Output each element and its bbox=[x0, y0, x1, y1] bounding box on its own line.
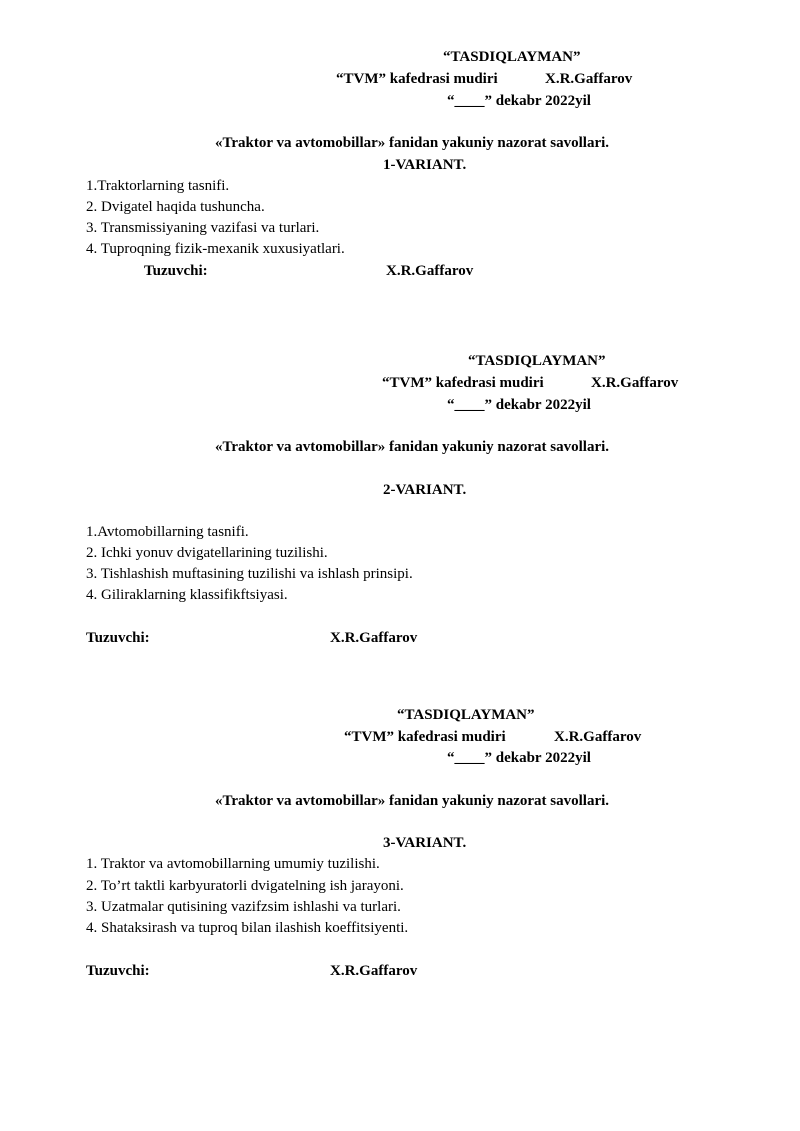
department-head-name: X.R.Gaffarov bbox=[591, 375, 679, 391]
author-label: Tuzuvchi: bbox=[86, 630, 150, 646]
approval-heading: “TASDIQLAYMAN” bbox=[468, 353, 606, 369]
question-item: 4. Giliraklarning klassifikftsiyasi. bbox=[86, 587, 288, 603]
question-item: 3. Tishlashish muftasining tuzilishi va ishlash prinsipi. bbox=[86, 566, 413, 582]
approval-date: “____” dekabr 2022yil bbox=[447, 397, 591, 413]
question-item: 1.Traktorlarning tasnifi. bbox=[86, 178, 230, 194]
department-head-name: X.R.Gaffarov bbox=[554, 729, 642, 745]
question-item: 4. Shataksirash va tuproq bilan ilashish koeffitsiyenti. bbox=[86, 920, 409, 936]
variant-number: 1-VARIANT. bbox=[383, 157, 467, 173]
author-label: Tuzuvchi: bbox=[86, 963, 150, 979]
variant-number: 2-VARIANT. bbox=[383, 482, 467, 498]
question-item: 4. Tuproqning fizik-mexanik xuxusiyatlari. bbox=[86, 241, 345, 257]
author-label: Tuzuvchi: bbox=[144, 263, 208, 279]
question-item: 2. Dvigatel haqida tushuncha. bbox=[86, 199, 265, 215]
question-item: 3. Uzatmalar qutisining vazifzsim ishlashi va turlari. bbox=[86, 899, 401, 915]
approval-heading: “TASDIQLAYMAN” bbox=[443, 49, 581, 65]
exam-title: «Traktor va avtomobillar» fanidan yakuniy nazorat savollari. bbox=[215, 439, 610, 455]
author-name: X.R.Gaffarov bbox=[330, 630, 418, 646]
department-head-name: X.R.Gaffarov bbox=[545, 71, 633, 87]
exam-title: «Traktor va avtomobillar» fanidan yakuniy nazorat savollari. bbox=[215, 793, 610, 809]
approval-heading: “TASDIQLAYMAN” bbox=[397, 707, 535, 723]
department-head-label: “TVM” kafedrasi mudiri bbox=[344, 729, 506, 745]
department-head-label: “TVM” kafedrasi mudiri bbox=[382, 375, 544, 391]
question-item: 2. Ichki yonuv dvigatellarining tuzilishi. bbox=[86, 545, 328, 561]
question-item: 3. Transmissiyaning vazifasi va turlari. bbox=[86, 220, 320, 236]
variant-number: 3-VARIANT. bbox=[383, 835, 467, 851]
author-name: X.R.Gaffarov bbox=[386, 263, 474, 279]
approval-date: “____” dekabr 2022yil bbox=[447, 750, 591, 766]
author-name: X.R.Gaffarov bbox=[330, 963, 418, 979]
approval-date: “____” dekabr 2022yil bbox=[447, 93, 591, 109]
question-item: 1. Traktor va avtomobillarning umumiy tuzilishi. bbox=[86, 856, 380, 872]
exam-title: «Traktor va avtomobillar» fanidan yakuniy nazorat savollari. bbox=[215, 135, 610, 151]
question-item: 2. To’rt taktli karbyuratorli dvigatelning ish jarayoni. bbox=[86, 878, 404, 894]
department-head-label: “TVM” kafedrasi mudiri bbox=[336, 71, 498, 87]
question-item: 1.Avtomobillarning tasnifi. bbox=[86, 524, 249, 540]
